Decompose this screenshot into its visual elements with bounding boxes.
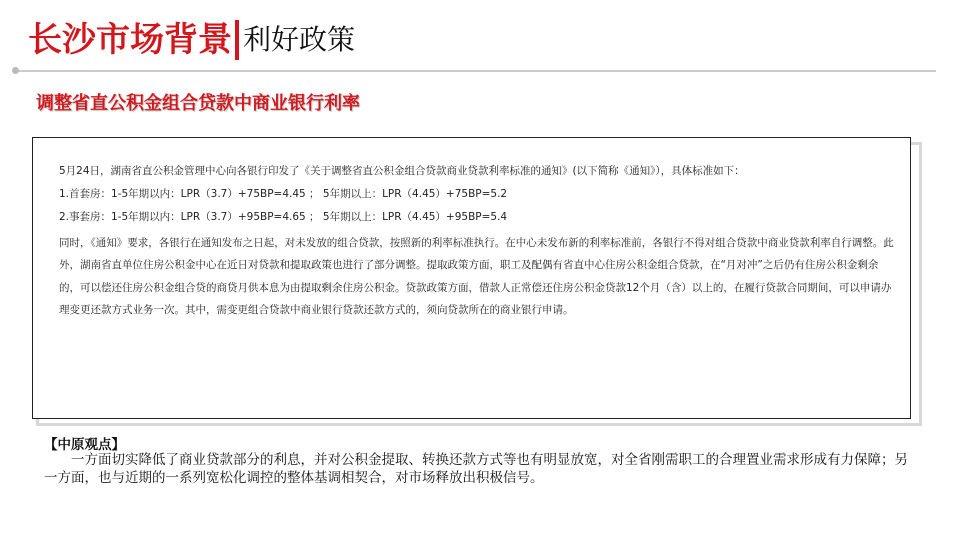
page-title-main: 长沙市场背景 [28, 20, 232, 60]
title-divider-bar [235, 20, 239, 60]
notice-paragraph: 同时，《通知》要求，各银行在通知发布之日起，对未发放的组合贷款，按照新的利率标准执行。在中心未发布新的利率标准前，各银行不得对组合贷款中商业贷款利率自行调整。此外，湖南省直单位住房公积金中心在近日对贷款和提取政策也进行了部分调整。提取政策方面，职工及配偶有省直中心住房公积金组合贷款，在“月对冲”之后仍有住房公积金剩余的，可以偿还住房公积金组合贷的商贷月供本息为由提取剩余住房公积金。贷款政策方面，借款人正常偿还住房公积金贷款12个月（含）以上的，在履行贷款合同期间，可以申请办理变更还款方式业务一次。其中，需变更组合贷款中商业银行贷款还款方式的，须向贷款所在的商业银行申请。 [59, 237, 894, 316]
notice-line-second-home: 2.事套房：1-5年期以内：LPR（3.7）+95BP=4.65 ； 5年期以上：LPR（4.45）+95BP=5.4 [59, 211, 508, 223]
page-title [28, 14, 355, 66]
notice-line-first-home: 1.首套房：1-5年期以内：LPR（3.7）+75BP=4.45 ； 5年期以上：LPR（4.45）+75BP=5.2 [59, 188, 508, 200]
section-heading: 调整省直公积金组合贷款中商业银行利率 [36, 93, 360, 114]
title-underline [14, 70, 936, 72]
viewpoint-body: 一方面切实降低了商业贷款部分的利息，并对公积金提取、转换还款方式等也有明显放宽，对全省刚需职工的合理置业需求形成有力保障；另一方面，也与近期的一系列宽松化调控的整体基调相契合，对市场释放出积极信号。 [44, 452, 908, 486]
notice-box [32, 137, 911, 419]
page-title-sub: 利好政策 [243, 23, 356, 56]
notice-line-intro: 5月24日，湖南省直公积金管理中心向各银行印发了《关于调整省直公积金组合贷款商业贷款利率标准的通知》(以下简称《通知》），具体标准如下： [59, 165, 745, 177]
underline-dot [12, 67, 19, 74]
viewpoint-title: 【中原观点】 [44, 437, 125, 453]
